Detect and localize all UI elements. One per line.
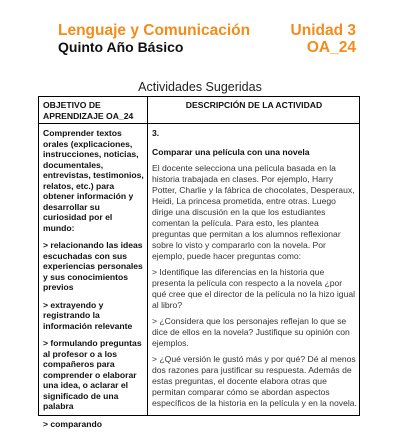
unit-label: Unidad 3 <box>290 22 356 39</box>
objective-cell <box>43 128 145 436</box>
column-divider <box>147 97 148 415</box>
activity-cell <box>152 128 357 414</box>
activity-question: > ¿Qué versión le gustó más y por qué? Dé al menos dos razones para justificar su respuesta. Además de estas preguntas, el docente elabora otras que permitan comparar cómo se abordan aspectos específicos de la historia en la película y en la novela. <box>152 354 357 408</box>
activity-question: > ¿Considera que los personajes reflejan lo que se dice de ellos en la novela? Justifique su opinión con ejemplos. <box>152 316 350 348</box>
activity-question: > Identifique las diferencias en la historia que presenta la película con respecto a la novela ¿por qué cree que el director de la película no la hizo igual al libro? <box>152 267 356 310</box>
section-title: Actividades Sugeridas <box>138 80 262 94</box>
objective-item: > relacionando las ideas escuchadas con sus experiencias personales y sus conocimientos previos <box>43 240 143 292</box>
activity-number: 3. <box>152 128 160 138</box>
objective-item: Comprender textos orales (explicaciones, instrucciones, noticias, documentales, entrevistas, testimonios, relatos, etc.) para obtener información y desarrollar su curiosidad por el mundo: <box>43 128 144 233</box>
objective-column-header: OBJETIVO DE APRENDIZAJE OA_24 <box>43 100 134 121</box>
activity-paragraph: El docente selecciona una película basada en la historia trabajada en clases. Por ejemplo, Harry Potter, Charlie y la fábrica de chocolates, Desperaux, Heidi, La princesa prometida, entre otras. Luego dirige una discusión en la que los estudiantes comentan la película. Para esto, les plantea preguntas que permitan a los alumnos reflexionar sobre lo visto y compararlo con la novela. Por ejemplo, puede hacer preguntas como: <box>152 163 355 261</box>
activity-column-header: DESCRIPCIÓN DE LA ACTIVIDAD <box>185 100 323 110</box>
objective-code: OA_24 <box>306 39 356 56</box>
activities-table <box>38 96 360 429</box>
subject-title: Lenguaje y Comunicación <box>58 22 251 39</box>
objective-item: > formulando preguntas al profesor o a los compañeros para comprender o elaborar una idea, o aclarar el significado de una palabra <box>43 338 142 411</box>
objective-item: > comparando <box>43 418 102 429</box>
header-divider <box>39 123 359 124</box>
grade-subtitle: Quinto Año Básico <box>58 39 184 55</box>
objective-item: > extrayendo y registrando la información relevante <box>43 299 133 331</box>
activity-title: Comparar una película con una novela <box>152 147 310 157</box>
